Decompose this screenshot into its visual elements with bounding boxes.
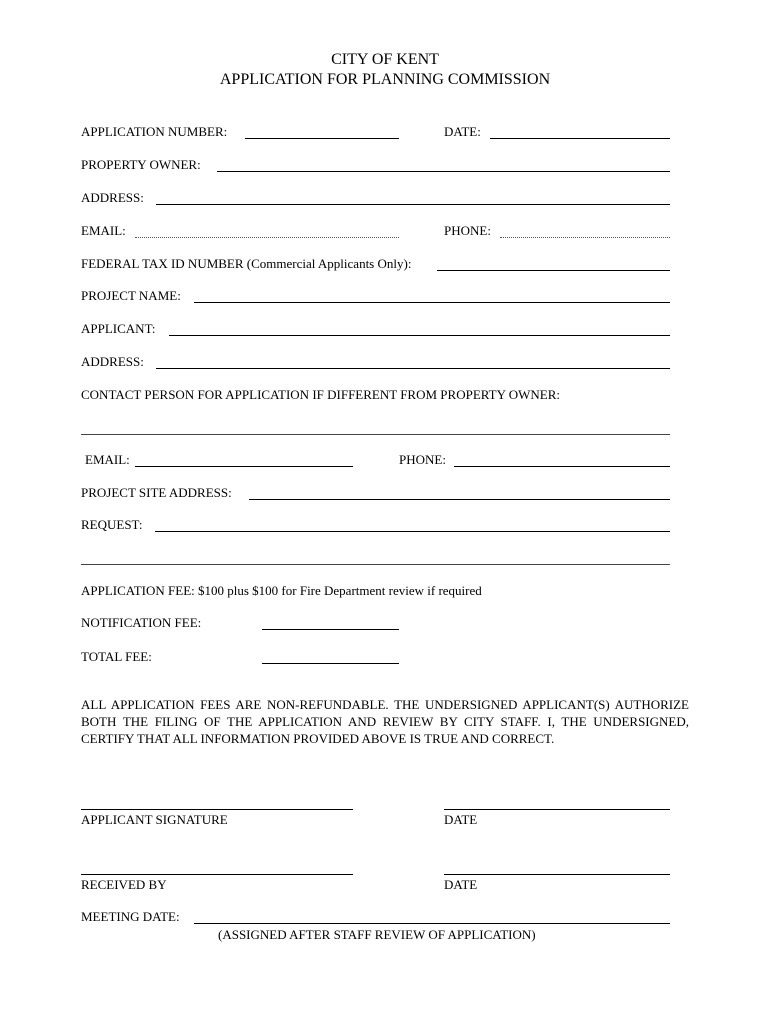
signature-date-label: DATE [444,812,478,827]
signature-date-line[interactable] [444,809,670,810]
total-fee-field[interactable] [262,663,399,664]
contact-person-field[interactable] [81,434,670,435]
property-owner-field[interactable] [217,171,670,172]
property-owner-label: PROPERTY OWNER: [81,157,201,172]
applicant-address-field[interactable] [156,368,670,369]
request-field[interactable] [155,531,670,532]
notification-fee-label: NOTIFICATION FEE: [81,615,202,630]
applicant-address-label: ADDRESS: [81,354,144,369]
meeting-date-field[interactable] [194,923,670,924]
contact-phone-field[interactable] [454,466,670,467]
applicant-signature-label: APPLICANT SIGNATURE [81,812,228,827]
application-number-label: APPLICATION NUMBER: [81,124,228,139]
received-by-line[interactable] [81,874,353,875]
project-name-field[interactable] [194,302,670,303]
request-label: REQUEST: [81,517,143,532]
contact-person-label: CONTACT PERSON FOR APPLICATION IF DIFFERENT FROM PROPERTY OWNER: [81,387,561,402]
phone-label: PHONE: [444,223,491,238]
meeting-date-note: (ASSIGNED AFTER STAFF REVIEW OF APPLICATION) [218,927,536,942]
meeting-date-label: MEETING DATE: [81,909,180,924]
phone-field[interactable] [500,237,670,238]
contact-phone-label: PHONE: [399,452,446,467]
total-fee-label: TOTAL FEE: [81,649,152,664]
project-name-label: PROJECT NAME: [81,288,181,303]
federal-tax-id-field[interactable] [437,270,670,271]
application-fee-text: APPLICATION FEE: $100 plus $100 for Fire Department review if required [81,583,482,598]
federal-tax-id-label: FEDERAL TAX ID NUMBER (Commercial Applicants Only): [81,256,412,271]
city-title: CITY OF KENT [331,51,439,68]
project-site-address-label: PROJECT SITE ADDRESS: [81,485,232,500]
email-label: EMAIL: [81,223,126,238]
project-site-address-field[interactable] [249,499,670,500]
form-title: APPLICATION FOR PLANNING COMMISSION [219,71,551,88]
date-field[interactable] [490,138,670,139]
email-field[interactable] [135,237,399,238]
date-label: DATE: [444,124,481,139]
application-number-field[interactable] [245,138,399,139]
contact-email-label: EMAIL: [85,452,130,467]
received-date-line[interactable] [444,874,670,875]
certification-paragraph: ALL APPLICATION FEES ARE NON-REFUNDABLE. THE UNDERSIGNED APPLICANT(S) AUTHORIZE BOTH THE FILING OF THE APPLICATION AND REVIEW BY CITY STAFF. I, THE UNDERSIGNED, CERTIFY THAT ALL INFORMATION PROVIDED ABOVE IS TRUE AND CORRECT. [81,697,689,746]
received-by-label: RECEIVED BY [81,877,167,892]
address-label: ADDRESS: [81,190,144,205]
received-date-label: DATE [444,877,478,892]
request-field-2[interactable] [81,564,670,565]
applicant-label: APPLICANT: [81,321,156,336]
notification-fee-field[interactable] [262,629,399,630]
address-field[interactable] [156,204,670,205]
applicant-field[interactable] [169,335,670,336]
contact-email-field[interactable] [135,466,353,467]
applicant-signature-line[interactable] [81,809,353,810]
